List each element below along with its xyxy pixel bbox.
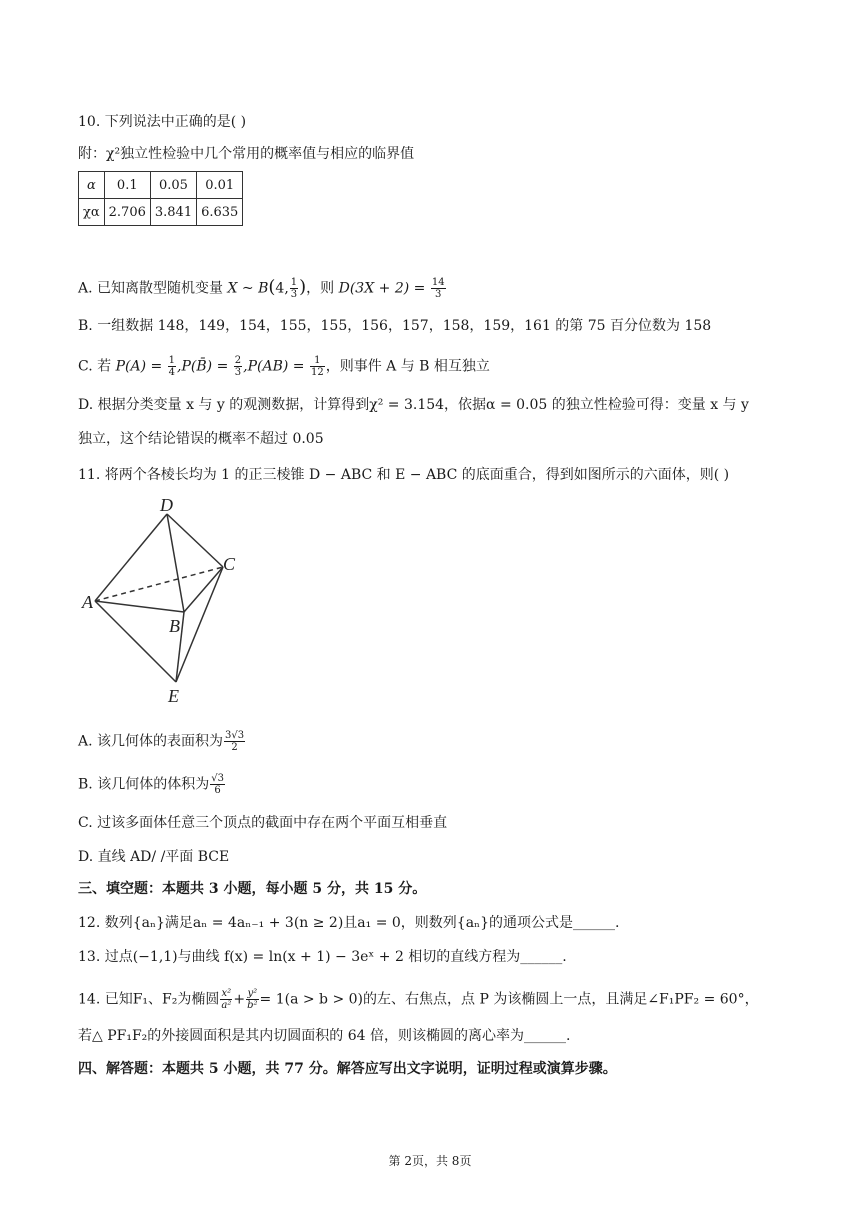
fraction: [168, 355, 176, 378]
edge-bc: [184, 567, 223, 612]
critical-value-table: [78, 171, 243, 226]
q14-text: = 1(a > b > 0)的左、右焦点，点 P 为该椭圆上一点，且满足∠F₁PF₂ = 60°，: [259, 991, 759, 1008]
hexahedron-figure: [80, 492, 250, 707]
vertex-label-b: B: [169, 616, 180, 636]
table-cell: 2.706: [104, 199, 150, 226]
q10-option-a: A. 已知离散型随机变量 X ~ B(4, $\frac{1}{3}$ )，则 D(3X + 2) = $\frac{14}{3}$: [78, 276, 445, 300]
section-4-heading: 四、解答题：本题共 5 小题，共 77 分。解答应写出文字说明，证明过程或演算步骤。: [78, 1061, 617, 1077]
table-cell: χα: [79, 199, 105, 226]
section-3-heading: 三、填空题：本题共 3 小题，每小题 5 分，共 15 分。: [78, 881, 427, 897]
q14-text: +: [233, 991, 246, 1008]
table-cell: 3.841: [150, 199, 196, 226]
q14-line1: [78, 988, 759, 1011]
q11-option-b: [78, 773, 226, 796]
numerator: 14: [431, 277, 445, 288]
numerator: x²: [221, 988, 232, 999]
denominator: 6: [214, 785, 221, 796]
denominator: 3: [234, 367, 242, 378]
numerator: 3√3: [225, 730, 245, 741]
q14-line2: 若△ PF₁F₂的外接圆面积是其内切圆面积的 64 倍，则该椭圆的离心率为______.: [78, 1028, 571, 1044]
denominator: 4: [168, 367, 176, 378]
option-math: ,P(AB) =: [243, 358, 309, 375]
denominator: a²: [221, 1000, 232, 1011]
option-math: X ~ B: [227, 280, 269, 297]
denominator: 3: [435, 289, 442, 300]
table-cell: 0.01: [197, 172, 243, 199]
option-math: D(3X + 2) =: [338, 280, 430, 297]
option-math: 4: [275, 280, 285, 297]
page-footer: 第 2页，共 8页: [388, 1154, 472, 1168]
option-text: A. 该几何体的表面积为: [78, 733, 224, 750]
q11-option-d: D. 直线 AD/ /平面 BCE: [78, 849, 230, 865]
q11-stem: 11. 将两个各棱长均为 1 的正三棱锥 D − ABC 和 E − ABC 的底面重合，得到如图所示的六面体，则( ): [78, 467, 730, 483]
numerator: 1: [310, 355, 325, 367]
option-text: B. 该几何体的体积为: [78, 776, 210, 793]
option-text: A. 已知离散型随机变量: [78, 280, 228, 297]
fraction: [310, 355, 325, 378]
paren: ): [299, 276, 307, 298]
denominator: 12: [310, 367, 324, 378]
edge-ab: [95, 601, 184, 612]
denominator: b²: [247, 1000, 258, 1011]
option-text: ，则: [306, 280, 339, 297]
fraction: [431, 277, 446, 300]
numerator: 2: [234, 355, 242, 366]
fraction: [246, 988, 258, 1011]
vertex-label-c: C: [223, 554, 236, 574]
paren: (: [268, 276, 276, 298]
q12: 12. 数列{aₙ}满足aₙ = 4aₙ₋₁ + 3(n ≥ 2)且a₁ = 0，则数列{aₙ}的通项公式是______.: [78, 915, 620, 931]
table-cell: 6.635: [197, 199, 243, 226]
numerator: √3: [211, 773, 224, 784]
edge-ac-hidden: [95, 567, 223, 601]
edge-da: [95, 514, 167, 601]
q10-option-c: [78, 355, 490, 378]
numerator: y²: [247, 988, 258, 999]
q10-option-d-line1: D. 根据分类变量 x 与 y 的观测数据，计算得到χ² = 3.154，依据α = 0.05 的独立性检验可得：变量 x 与 y: [78, 397, 749, 413]
denominator: 2: [231, 742, 238, 753]
q13: 13. 过点(−1,1)与曲线 f(x) = ln(x + 1) − 3eˣ + 2 相切的直线方程为______.: [78, 949, 567, 965]
option-math: ,P(B̄) =: [177, 358, 233, 375]
q10-option-b: B. 一组数据 148，149，154，155，155，156，157，158，159，161 的第 75 百分位数为 158: [78, 318, 712, 334]
table-row: [79, 172, 243, 199]
q11-option-c: C. 过该多面体任意三个顶点的截面中存在两个平面互相垂直: [78, 815, 448, 831]
table-cell: 0.1: [104, 172, 150, 199]
table-cell: α: [79, 172, 105, 199]
option-math: P(A) =: [115, 358, 167, 375]
q11-option-a: [78, 730, 246, 753]
fraction: [210, 773, 225, 796]
q10-stem: 10. 下列说法中正确的是( ): [78, 114, 247, 130]
fraction: [290, 277, 298, 300]
option-text: C. 若: [78, 358, 116, 375]
fraction: [220, 988, 232, 1011]
q10-option-d-line2: 独立，这个结论错误的概率不超过 0.05: [78, 431, 324, 447]
denominator: 3: [290, 289, 298, 300]
numerator: 1: [290, 277, 298, 288]
table-row: [79, 199, 243, 226]
table-cell: 0.05: [150, 172, 196, 199]
fraction: [234, 355, 242, 378]
q14-text: 14. 已知F₁、F₂为椭圆: [78, 991, 220, 1008]
q10-note: 附：χ²独立性检验中几个常用的概率值与相应的临界值: [78, 146, 415, 162]
vertex-label-a: A: [82, 592, 93, 612]
option-text: ，则事件 A 与 B 相互独立: [325, 358, 490, 375]
fraction: [224, 730, 245, 753]
vertex-label-e: E: [168, 686, 179, 706]
edge-ae: [95, 601, 176, 682]
vertex-label-d: D: [160, 495, 173, 515]
numerator: 1: [168, 355, 176, 366]
